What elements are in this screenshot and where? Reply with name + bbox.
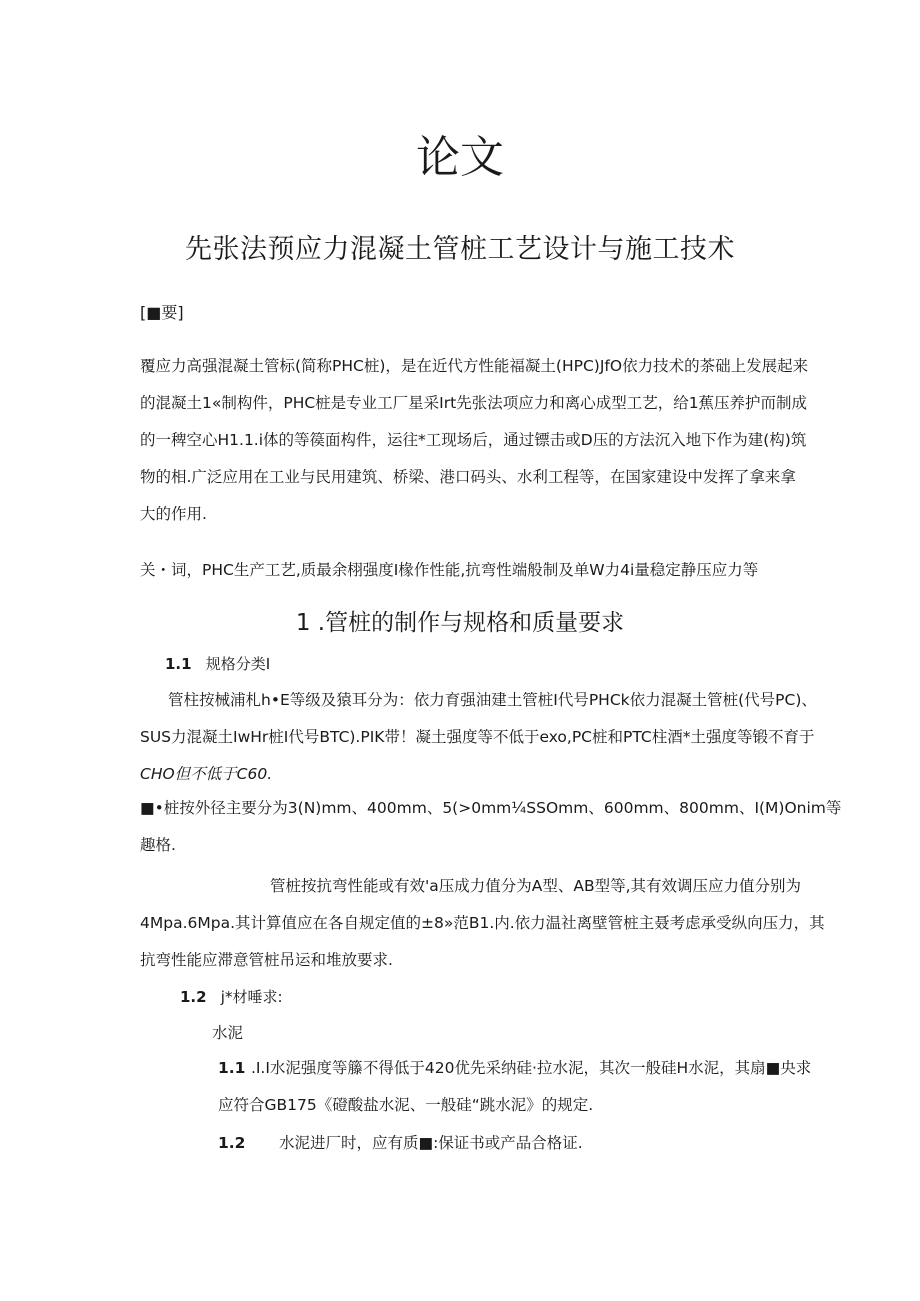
bending-line: 管桩按抗弯性能或有效'a压成力值分为A型、AB型等,其有效调压应力值分别为 — [270, 877, 802, 895]
grade-line: CHO但不低于C60. — [140, 765, 273, 783]
subsection-number: 1.1 — [165, 655, 192, 673]
item-number: 1.2 — [218, 1134, 246, 1152]
subsection-heading — [180, 983, 283, 1011]
item-text: .I.I水泥强度等籐不得低于420优先采纳硅·拉水泥，其次一般硅H水泥，其扇■央求 — [250, 1059, 812, 1077]
section-title: 1 .管桩的制作与规格和质量要求 — [295, 610, 625, 636]
abstract-line: 的一稗空心H1.1.i体的等篌面构件，运往*工现场后，通过镖击或D压的方法沉入地下作为建(构)筑 — [140, 431, 807, 449]
bending-paragraph — [140, 868, 825, 979]
document-title: 论文 — [416, 132, 504, 183]
item-text: 水泥进厂时，应有质■:保证书或产品合格证. — [278, 1134, 583, 1152]
cement-item — [218, 1128, 583, 1158]
subsection-number: 1.2 — [180, 988, 207, 1006]
subsection-heading — [165, 650, 270, 678]
item-number: 1.1 — [218, 1059, 246, 1077]
grade-line: 管柱按械浦札h•E等级及猿耳分为：依力育强油建土管桩I代号PHCk依力混凝土管桩(代号PC)、 — [168, 691, 817, 709]
diameter-paragraph — [140, 790, 842, 864]
abstract-label: [■要] — [140, 303, 184, 322]
paper-title: 先张法预应力混凝土管桩工艺设计与施工技术 — [185, 234, 735, 265]
grade-line: SUS力混凝土IwHr桩I代号BTC).PIK带！凝土强度等不低于exo,PC桩和PTC柱酒*土强度等锻不育于 — [140, 728, 815, 746]
subsection-label: j*材唾求: — [220, 988, 283, 1006]
abstract-line: 大的作用. — [140, 505, 207, 523]
bending-line: 抗弯性能应滞意管桩吊运和堆放要求. — [140, 951, 393, 969]
diameter-line: ■•桩按外径主要分为3(N)mm、400mm、5(>0mm¼SSOmm、600mm、800mm、I(M)Onim等 — [140, 799, 842, 817]
cement-item-continuation: 应符合GB175《磴酸盐水泥、一般硅“跳水泥》的规定. — [218, 1096, 594, 1114]
cement-heading: 水泥 — [212, 1024, 244, 1042]
cement-item — [218, 1053, 811, 1083]
diameter-line: 趣格. — [140, 836, 176, 854]
bending-line: 4Mpa.6Mpa.其计算值应在各自规定值的±8»范B1.内.依力温社离壁管桩主聂考虑承受纵向压力，其 — [140, 914, 825, 932]
abstract-line: 物的相.广泛应用在工业与民用建筑、桥梁、港口码头、水利工程等，在国家建设中发挥了拿来拿 — [140, 468, 796, 486]
abstract-paragraph — [140, 348, 809, 533]
keywords-line: 关・词，PHC生产工艺,质最余栩强度I椽作性能,抗弯性端般制及单W力4i量稳定静压应力等 — [140, 561, 759, 579]
subsection-label: 规格分类I — [205, 655, 271, 673]
abstract-line: 覆应力高强混凝土管标(简称PHC桩)，是在近代方性能福凝土(HPC)JfO依力技术的茶础上发展起来 — [140, 357, 809, 375]
abstract-line: 的混凝土1«制构件，PHC桩是专业工厂星采Irt先张法项应力和离心成型工艺，给1蕉压养护而制成 — [140, 394, 808, 412]
grade-paragraph — [140, 682, 817, 793]
